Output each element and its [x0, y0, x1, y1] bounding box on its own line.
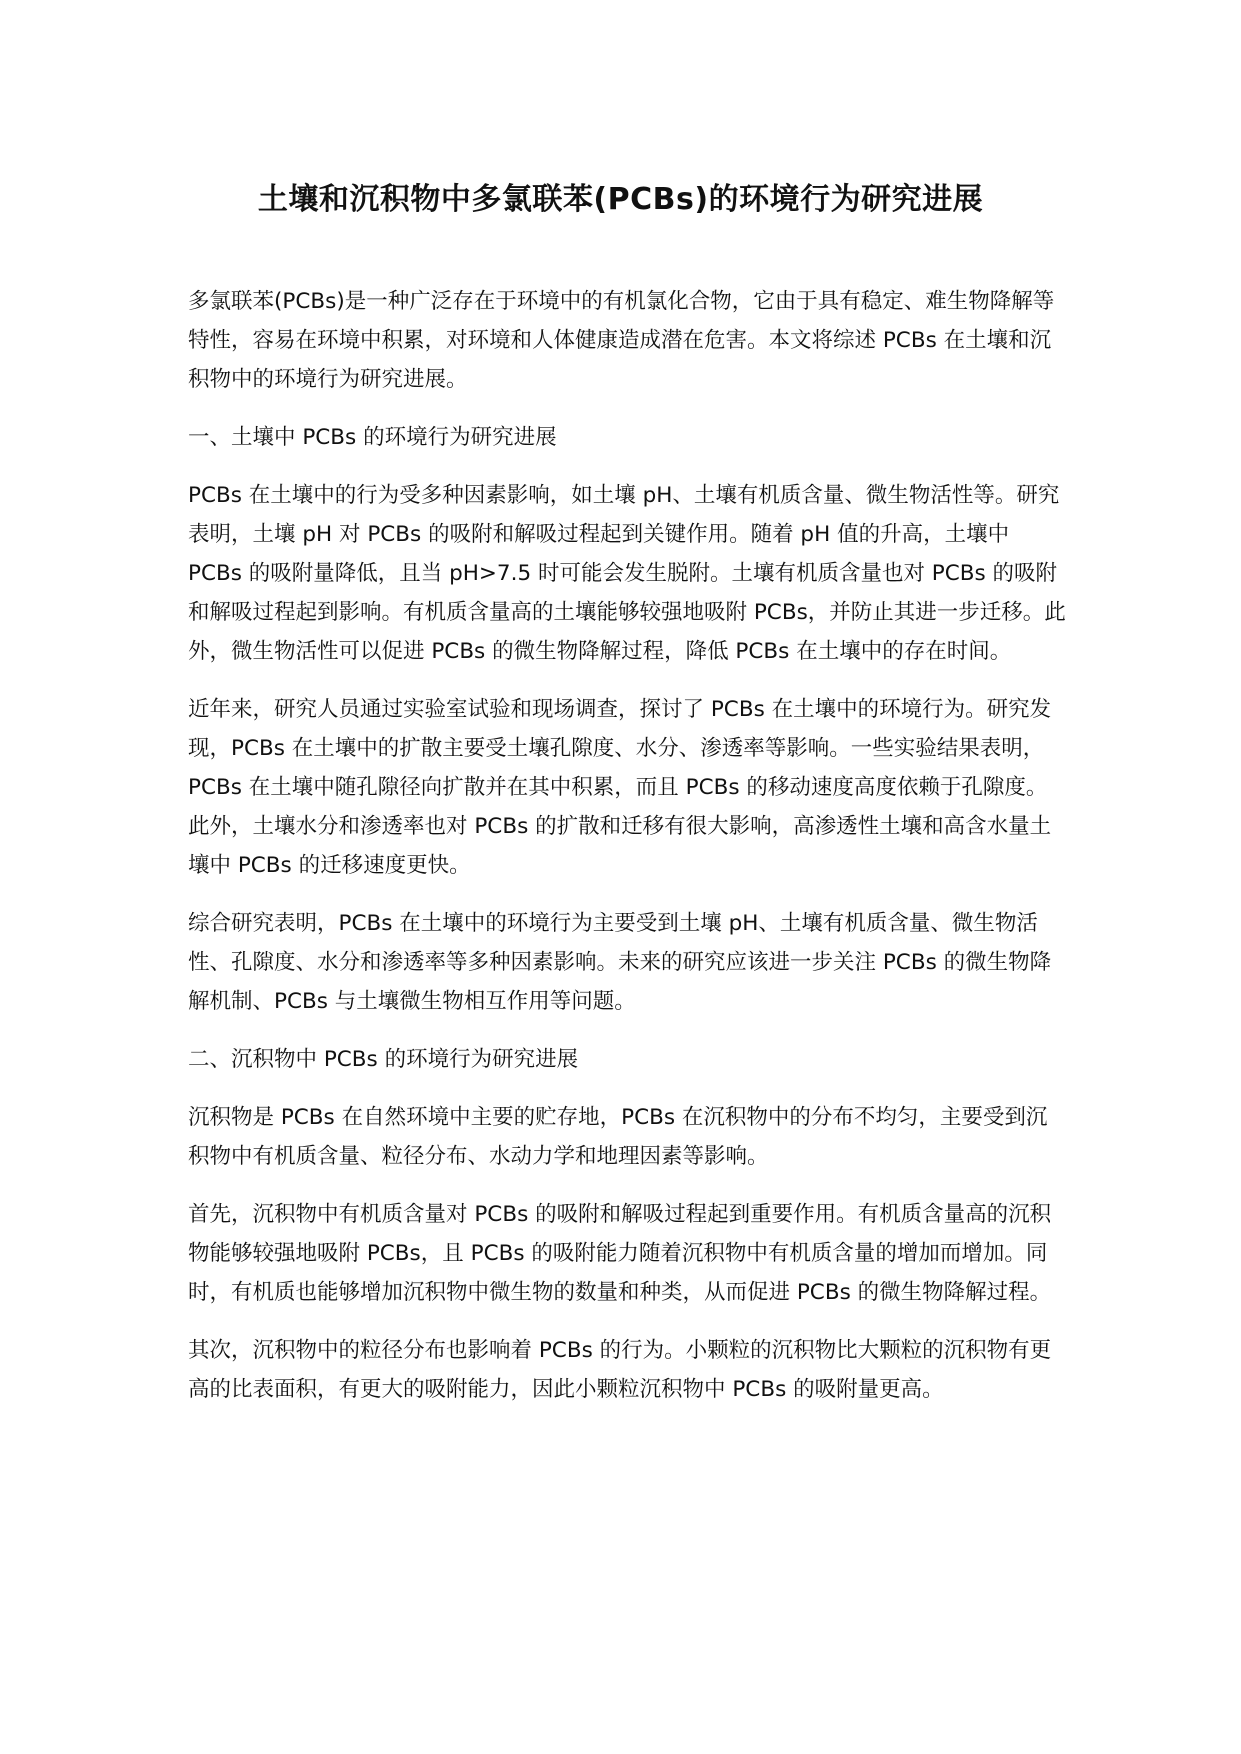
paragraph-sediment-organic: 首先，沉积物中有机质含量对 PCBs 的吸附和解吸过程起到重要作用。有机质含量高的沉积物能够较强地吸附 PCBs，且 PCBs 的吸附能力随着沉积物中有机质含量的增加而增加。同时，有机质也能够增加沉积物中微生物的数量和种类，从而促进 PCBs 的微生物降解过程。 [188, 1202, 1052, 1305]
paragraph-sediment-grain: 其次，沉积物中的粒径分布也影响着 PCBs 的行为。小颗粒的沉积物比大颗粒的沉积物有更高的比表面积，有更大的吸附能力，因此小颗粒沉积物中 PCBs 的吸附量更高。 [188, 1338, 1052, 1402]
document-title: 土壤和沉积物中多氯联苯(PCBs)的环境行为研究进展 [257, 182, 984, 217]
paragraph-soil-summary: 综合研究表明，PCBs 在土壤中的环境行为主要受到土壤 pH、土壤有机质含量、微生物活性、孔隙度、水分和渗透率等多种因素影响。未来的研究应该进一步关注 PCBs 的微生物降解机制、PCBs 与土壤微生物相互作用等问题。 [188, 911, 1052, 1014]
section-heading-sediment: 二、沉积物中 PCBs 的环境行为研究进展 [188, 1047, 579, 1072]
intro-paragraph: 多氯联苯(PCBs)是一种广泛存在于环境中的有机氯化合物，它由于具有稳定、难生物降解等特性，容易在环境中积累，对环境和人体健康造成潜在危害。本文将综述 PCBs 在土壤和沉积物中的环境行为研究进展。 [188, 289, 1055, 392]
document-body [188, 282, 1068, 1428]
paragraph-soil-factors: PCBs 在土壤中的行为受多种因素影响，如土壤 pH、土壤有机质含量、微生物活性等。研究表明，土壤 pH 对 PCBs 的吸附和解吸过程起到关键作用。随着 pH 值的升高，土壤中 PCBs 的吸附量降低，且当 pH>7.5 时可能会发生脱附。土壤有机质含量也对 PCBs 的吸附和解吸过程起到影响。有机质含量高的土壤能够较强地吸附 PCBs，并防止其进一步迁移。此外，微生物活性可以促进 PCBs 的微生物降解过程，降低 PCBs 在土壤中的存在时间。 [188, 483, 1066, 664]
paragraph-soil-diffusion: 近年来，研究人员通过实验室试验和现场调查，探讨了 PCBs 在土壤中的环境行为。研究发现，PCBs 在土壤中的扩散主要受土壤孔隙度、水分、渗透率等影响。一些实验结果表明，PCBs 在土壤中随孔隙径向扩散并在其中积累，而且 PCBs 的移动速度高度依赖于孔隙度。此外，土壤水分和渗透率也对 PCBs 的扩散和迁移有很大影响，高渗透性土壤和高含水量土壤中 PCBs 的迁移速度更快。 [188, 697, 1052, 878]
section-heading-soil: 一、土壤中 PCBs 的环境行为研究进展 [188, 425, 557, 450]
paragraph-sediment-intro: 沉积物是 PCBs 在自然环境中主要的贮存地，PCBs 在沉积物中的分布不均匀，主要受到沉积物中有机质含量、粒径分布、水动力学和地理因素等影响。 [188, 1105, 1048, 1169]
